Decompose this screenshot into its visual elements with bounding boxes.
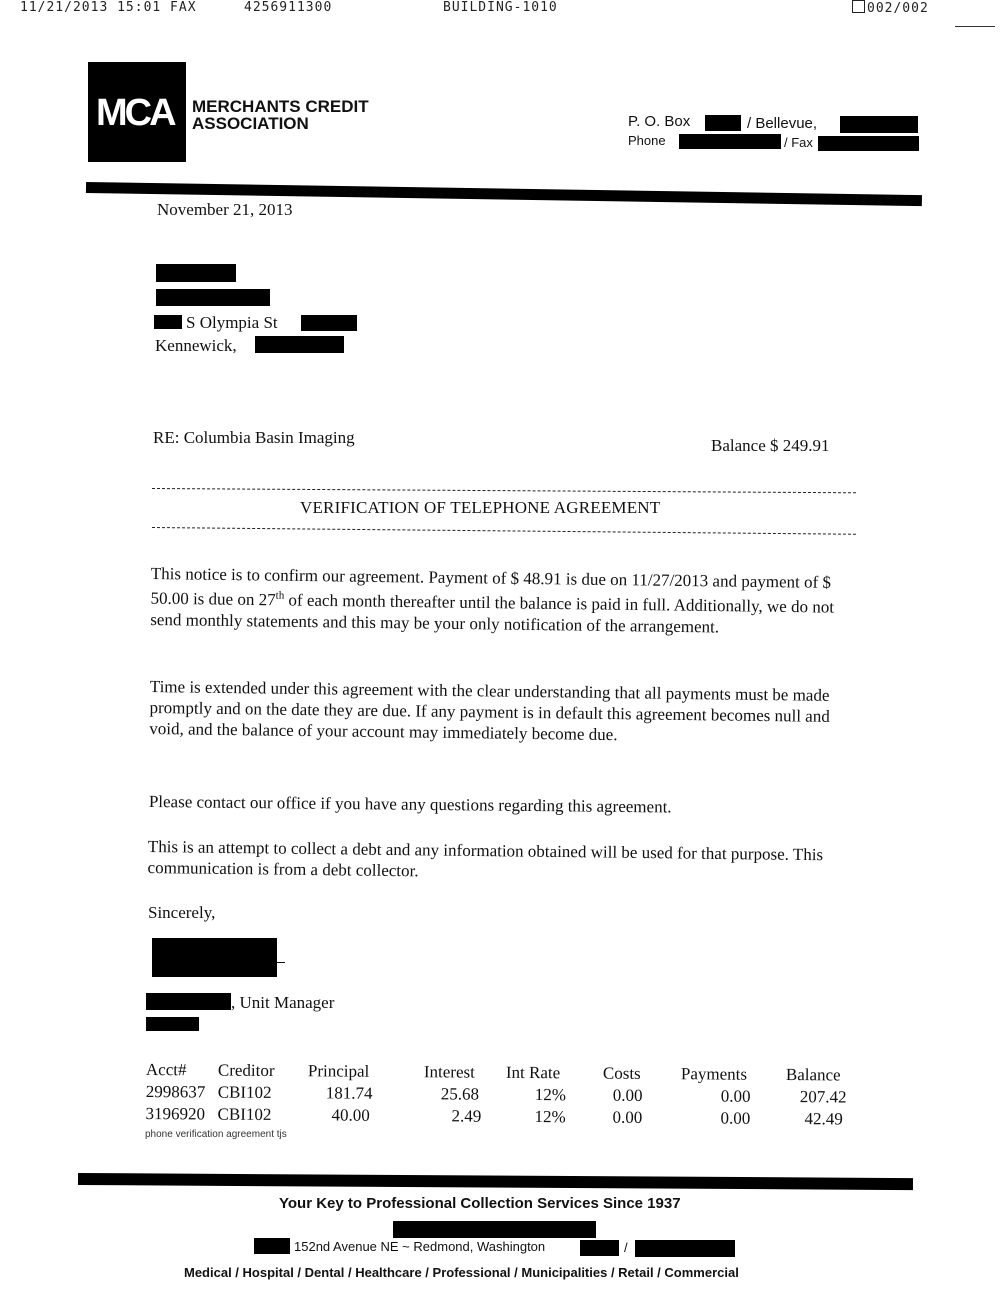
redacted-footer-phone [635, 1240, 735, 1257]
cell-balance: 42.49 [804, 1109, 843, 1129]
re-line: RE: Columbia Basin Imaging [153, 428, 355, 447]
mca-logo [88, 62, 186, 162]
table-header-row [0, 1059, 1000, 1085]
redacted-street-number [154, 315, 182, 329]
cell-payments: 0.00 [720, 1086, 751, 1106]
po-box-label: P. O. Box [628, 113, 691, 130]
paragraph-agreement [150, 563, 841, 639]
cell-acct: 3196920 [145, 1104, 206, 1124]
table-row [0, 1081, 1000, 1107]
paragraph-agreement-pre: This notice is to confirm our agreement. Payment of $ 48.91 is due on 11/27/2013 and payment of $ 50.00 is due on 27 [150, 563, 832, 610]
header-interest: Interest [423, 1062, 475, 1082]
footer-rule [78, 1173, 913, 1190]
fax-station: BUILDING-1010 [443, 0, 558, 15]
cell-int-rate: 12% [534, 1107, 566, 1127]
redacted-signature [152, 938, 277, 977]
cell-balance: 207.42 [799, 1087, 847, 1107]
fax-timestamp: 11/21/2013 15:01 FAX [20, 0, 197, 15]
redacted-footer-line [393, 1221, 596, 1238]
header-int-rate: Int Rate [505, 1062, 561, 1083]
cell-int-rate: 12% [534, 1085, 566, 1105]
header-principal: Principal [307, 1061, 370, 1081]
paragraph-debt-notice: This is an attempt to collect a debt and any information obtained will be used for that purpose. This communication is from a debt collector. [147, 836, 824, 881]
fax-edge-line [955, 26, 995, 27]
closing: Sincerely, [148, 903, 216, 922]
footer-tagline: Your Key to Professional Collection Services Since 1937 [279, 1195, 681, 1212]
header-costs: Costs [602, 1063, 641, 1083]
redacted-recipient-name [156, 264, 236, 282]
footer-services: Medical / Hospital / Dental / Healthcare / Professional / Municipalities / Retail / Commercial [184, 1265, 739, 1280]
cell-creditor: CBI102 [217, 1104, 272, 1124]
phone-label: Phone [628, 133, 666, 148]
cell-principal: 181.74 [325, 1083, 373, 1103]
redacted-recipient-line2 [156, 289, 270, 306]
cell-payments: 0.00 [720, 1108, 751, 1128]
verification-heading: VERIFICATION OF TELEPHONE AGREEMENT [300, 498, 661, 517]
footer-address-separator: / [624, 1240, 628, 1255]
org-name [192, 98, 369, 132]
fax-page-number: 002/002 [867, 1, 929, 16]
redacted-state-zip [840, 116, 918, 133]
redacted-phone [679, 134, 781, 149]
paragraph-agreement-sup: th [275, 589, 285, 602]
redacted-street-unit [301, 315, 357, 331]
table-footnote: phone verification agreement tjs [145, 1129, 287, 1140]
paragraph-contact: Please contact our office if you have any questions regarding this agreement. [148, 791, 672, 817]
header-creditor: Creditor [217, 1060, 275, 1081]
cell-costs: 0.00 [612, 1085, 643, 1105]
account-table [0, 1059, 1000, 1157]
redacted-signer-line2 [146, 1017, 199, 1031]
cell-interest: 2.49 [451, 1106, 482, 1126]
recipient-city: Kennewick, [155, 336, 237, 355]
org-name-line1: MERCHANTS CREDIT [192, 97, 369, 116]
paragraph-agreement-post: of each month thereafter until the balance is paid in full. Additionally, we do not send monthly statements and this may be your only notification of the arrangement. [150, 590, 835, 637]
cell-interest: 25.68 [440, 1084, 480, 1104]
paragraph-time-extended: Time is extended under this agreement with the clear understanding that all payments must be made promptly and on the date they are due. If any payment is in default this agreement becomes null and void, and the balance of your account may immediately become due. [149, 676, 830, 745]
redacted-po-box [705, 115, 741, 131]
fax-label: / Fax [784, 135, 813, 150]
cell-principal: 40.00 [331, 1105, 370, 1125]
signer-title: , Unit Manager [231, 993, 335, 1012]
redacted-signer-name [146, 993, 231, 1010]
fax-page-indicator [852, 0, 929, 16]
org-name-line2: ASSOCIATION [192, 114, 309, 133]
redacted-street-number-footer [254, 1238, 290, 1254]
header-balance: Balance [785, 1065, 841, 1085]
fax-number: 4256911300 [244, 0, 333, 15]
footer-address: 152nd Avenue NE ~ Redmond, Washington [294, 1239, 546, 1254]
redacted-fax [818, 136, 919, 151]
balance-line: Balance $ 249.91 [711, 436, 830, 455]
heading-rule-top [152, 488, 856, 493]
header-payments: Payments [680, 1064, 748, 1084]
cell-acct: 2998637 [145, 1082, 206, 1102]
heading-rule-bottom [152, 527, 856, 535]
logo-text: MCA [96, 92, 174, 134]
table-row [0, 1103, 1000, 1129]
redacted-footer-zip [580, 1240, 619, 1256]
signature-stroke [277, 962, 285, 963]
cell-costs: 0.00 [612, 1107, 643, 1127]
letter-date: November 21, 2013 [157, 200, 293, 219]
recipient-street: S Olympia St [186, 313, 278, 332]
redacted-recipient-state-zip [255, 336, 344, 353]
cell-creditor: CBI102 [217, 1082, 272, 1102]
city-label: / Bellevue, [747, 115, 818, 132]
fax-page-icon [852, 0, 865, 13]
header-acct: Acct# [145, 1060, 187, 1080]
